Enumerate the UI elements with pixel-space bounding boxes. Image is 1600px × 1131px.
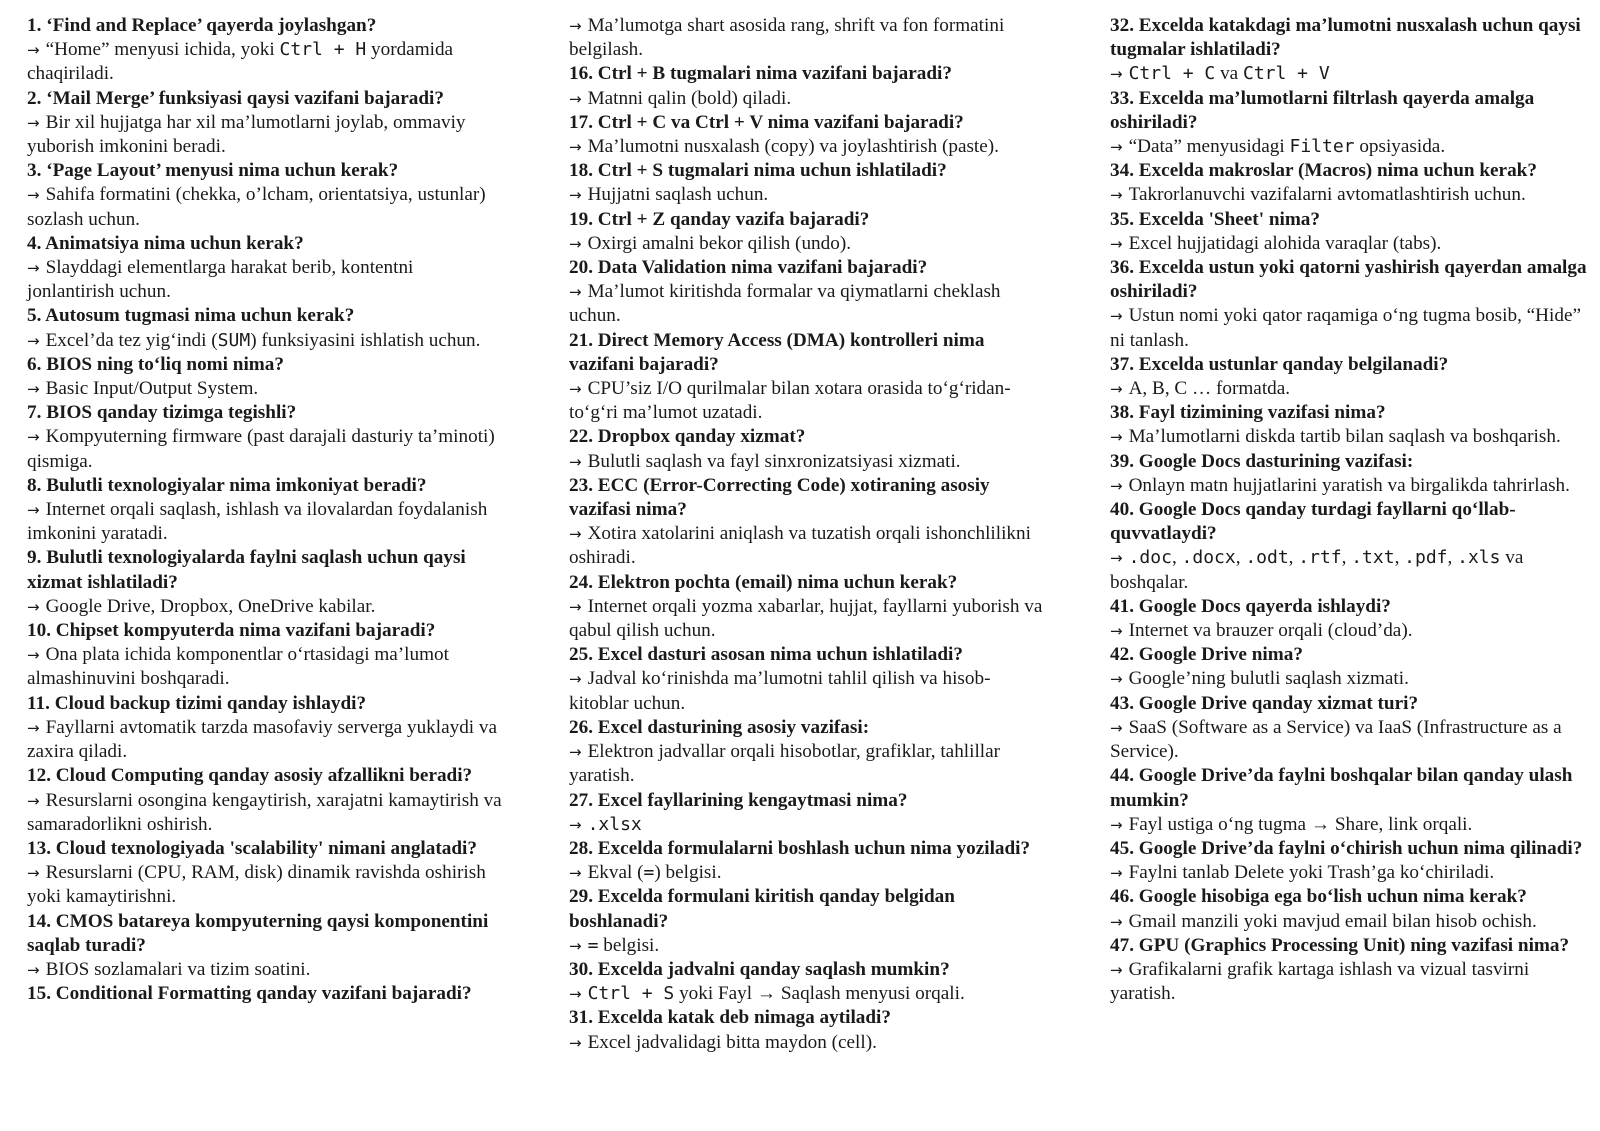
answer: [1110, 474, 1590, 498]
arrow-right-icon: →: [1110, 815, 1123, 834]
qa-item: [27, 692, 505, 765]
question: 21. Direct Memory Access (DMA) kontrolleri nima vazifani bajaradi?: [569, 329, 985, 375]
qa-item: [27, 159, 505, 232]
arrow-right-icon: →: [1110, 65, 1123, 84]
answer: [569, 14, 1047, 62]
answer: [569, 813, 1047, 837]
arrow-right-icon: →: [1110, 234, 1123, 253]
qa-item: [569, 159, 1047, 207]
answer: [27, 256, 505, 304]
answer: [1110, 546, 1590, 594]
qa-item: [1110, 14, 1590, 87]
answer-text: Xotira xatolarini aniqlash va tuzatish orqali ishonchlilikni oshiradi.: [569, 523, 1031, 569]
arrow-right-icon: →: [27, 380, 40, 399]
arrow-right-icon: →: [1110, 380, 1123, 399]
answer-text: Internet orqali yozma xabarlar, hujjat, fayllarni yuborish va qabul qilish uchun.: [569, 595, 1043, 642]
code-text: =: [587, 934, 599, 956]
answer-text: Fayllarni avtomatik tarzda masofaviy serverga yuklaydi va zaxira qiladi.: [27, 716, 498, 763]
answer-text: Elektron jadvallar orqali hisobotlar, grafiklar, tahlillar yaratish.: [569, 741, 1001, 787]
question: 41. Google Docs qayerda ishlaydi?: [1110, 595, 1391, 617]
answer-text: opsiyasida.: [1354, 136, 1446, 158]
arrow-right-icon: →: [569, 525, 582, 544]
arrow-right-icon: →: [27, 718, 40, 737]
question: 5. Autosum tugmasi nima uchun kerak?: [27, 305, 355, 327]
qa-item: [569, 885, 1047, 958]
answer-text: va: [1215, 63, 1243, 85]
question: 1. ‘Find and Replace’ qayerda joylashgan?: [27, 15, 377, 36]
question: 11. Cloud backup tizimi qanday ishlaydi?: [27, 692, 367, 714]
code-text: .xls: [1457, 547, 1501, 569]
answer-text: Grafikalarni grafik kartaga ishlash va vizual tasvirni yaratish.: [1110, 958, 1530, 1005]
arrow-right-icon: →: [27, 428, 40, 447]
question: 36. Excelda ustun yoki qatorni yashirish qayerdan amalga oshiriladi?: [1110, 257, 1587, 303]
question: 32. Excelda katakdagi ma’lumotni nusxalash uchun qaysi tugmalar ishlatiladi?: [1110, 15, 1581, 61]
arrow-right-icon: →: [27, 41, 40, 60]
qa-item: [569, 425, 1047, 473]
arrow-right-icon: →: [1110, 960, 1123, 979]
qa-item: [1110, 595, 1590, 643]
arrow-right-icon: →: [1110, 622, 1123, 641]
question: 2. ‘Mail Merge’ funksiyasi qaysi vazifani bajaradi?: [27, 87, 444, 109]
answer: [27, 329, 505, 353]
qa-item: [27, 87, 505, 160]
answer-text: Jadval ko‘rinishda ma’lumotni tahlil qilish va hisob-kitoblar uchun.: [569, 668, 991, 714]
arrow-right-icon: →: [1110, 307, 1123, 326]
qa-item: [569, 62, 1047, 110]
code-text: .rtf: [1298, 547, 1342, 569]
answer-text: Slayddagi elementlarga harakat berib, kontentni jonlantirish uchun.: [27, 257, 414, 303]
code-text: .pdf: [1404, 547, 1448, 569]
answer: [569, 595, 1047, 643]
qa-item: [27, 619, 505, 692]
arrow-right-icon: →: [569, 17, 582, 35]
qa-item: [27, 764, 505, 837]
question: 8. Bulutli texnologiyalar nima imkoniyat beradi?: [27, 474, 427, 496]
qa-item: [569, 111, 1047, 159]
answer: [27, 425, 505, 473]
qa-item: [569, 329, 1047, 426]
answer-text: Fayl ustiga o‘ng tugma → Share, link orqali.: [1128, 813, 1473, 835]
answer: [569, 861, 1047, 885]
answer: [569, 232, 1047, 256]
answer-text: ,: [1171, 547, 1182, 569]
question: 22. Dropbox qanday xizmat?: [569, 426, 806, 448]
arrow-right-icon: →: [1110, 186, 1123, 205]
answer: [1110, 958, 1590, 1006]
question: 35. Excelda 'Sheet' nima?: [1110, 208, 1320, 230]
answer-text: ) belgisi.: [654, 862, 722, 884]
qa-item: [1110, 256, 1590, 353]
answer-text: ,: [1341, 547, 1352, 569]
arrow-right-icon: →: [1110, 476, 1123, 495]
question: 20. Data Validation nima vazifani bajaradi?: [569, 257, 928, 279]
arrow-right-icon: →: [1110, 549, 1123, 568]
question: 17. Ctrl + C va Ctrl + V nima vazifani bajaradi?: [569, 111, 964, 133]
answer-text: Faylni tanlab Delete yoki Trash’ga ko‘chiriladi.: [1128, 862, 1495, 884]
code-text: Ctrl + C: [1128, 63, 1216, 85]
question: 44. Google Drive’da faylni boshqalar bilan qanday ulash mumkin?: [1110, 765, 1573, 811]
question: 39. Google Docs dasturining vazifasi:: [1110, 450, 1414, 472]
arrow-right-icon: →: [569, 234, 582, 253]
answer: [1110, 813, 1590, 837]
answer-text: Bir xil hujjatga har xil ma’lumotlarni joylab, ommaviy yuborish imkonini beradi.: [27, 111, 466, 158]
code-text: .docx: [1181, 547, 1236, 569]
answer: [569, 280, 1047, 328]
question: 14. CMOS batareya kompyuterning qaysi komponentini saqlab turadi?: [27, 910, 489, 956]
question: 24. Elektron pochta (email) nima uchun kerak?: [569, 571, 958, 593]
code-text: .xlsx: [587, 813, 642, 835]
question: 3. ‘Page Layout’ menyusi nima uchun kerak?: [27, 160, 399, 182]
qa-item: [1110, 208, 1590, 256]
arrow-right-icon: →: [27, 331, 40, 350]
answer-text: “Data” menyusidagi: [1128, 136, 1290, 158]
answer: [1110, 304, 1590, 352]
code-text: Ctrl + H: [279, 39, 367, 61]
answer-text: Internet va brauzer orqali (cloud’da).: [1128, 620, 1413, 642]
answer: [27, 716, 505, 764]
answer: [569, 982, 1047, 1006]
answer: [27, 111, 505, 159]
arrow-right-icon: →: [569, 380, 582, 399]
answer-text: ,: [1288, 547, 1299, 569]
answer: [1110, 716, 1590, 764]
question: 43. Google Drive qanday xizmat turi?: [1110, 692, 1419, 714]
arrow-right-icon: →: [27, 113, 40, 132]
arrow-right-icon: →: [1110, 138, 1123, 157]
answer: [569, 934, 1047, 958]
answer-text: Resurslarni (CPU, RAM, disk) dinamik ravishda oshirish yoki kamaytirishni.: [27, 862, 486, 908]
code-text: .txt: [1351, 547, 1395, 569]
answer: [569, 740, 1047, 788]
code-text: .doc: [1128, 547, 1172, 569]
question: 4. Animatsiya nima uchun kerak?: [27, 232, 304, 254]
question: 45. Google Drive’da faylni o‘chirish uchun nima qilinadi?: [1110, 837, 1583, 859]
arrow-right-icon: →: [569, 670, 582, 689]
answer-text: Ona plata ichida komponentlar o‘rtasidagi ma’lumot almashinuvini boshqaradi.: [27, 644, 449, 690]
qa-item: [569, 837, 1047, 885]
question: 26. Excel dasturining asosiy vazifasi:: [569, 716, 870, 738]
answer-text: Internet orqali saqlash, ishlash va ilovalardan foydalanish imkonini yaratadi.: [27, 499, 488, 545]
code-text: Filter: [1289, 136, 1355, 158]
question: 30. Excelda jadvalni qanday saqlash mumkin?: [569, 958, 950, 980]
qa-item: [1110, 885, 1590, 933]
question: 9. Bulutli texnologiyalarda faylni saqlash uchun qaysi xizmat ishlatiladi?: [27, 547, 466, 593]
answer: [1110, 62, 1590, 86]
answer: [569, 522, 1047, 570]
qa-item: [27, 14, 505, 87]
qa-item: [1110, 87, 1590, 160]
code-text: =: [643, 862, 655, 884]
question: 40. Google Docs qanday turdagi fayllarni qo‘llab-quvvatlaydi?: [1110, 499, 1516, 545]
question: 12. Cloud Computing qanday asosiy afzallikni beradi?: [27, 765, 473, 787]
arrow-right-icon: →: [569, 138, 582, 157]
answer-text: yoki Fayl → Saqlash menyusi orqali.: [674, 983, 965, 1005]
arrow-right-icon: →: [1110, 864, 1123, 883]
code-text: Ctrl + S: [587, 983, 675, 1005]
qa-item: [27, 546, 505, 619]
answer-text: Matnni qalin (bold) qiladi.: [587, 87, 792, 109]
qa-item: [1110, 643, 1590, 691]
answer-text: Takrorlanuvchi vazifalarni avtomatlashtirish uchun.: [1128, 184, 1526, 206]
answer: [1110, 619, 1590, 643]
question: 29. Excelda formulani kiritish qanday belgidan boshlanadi?: [569, 886, 955, 932]
qa-item: [569, 643, 1047, 716]
answer: [1110, 232, 1590, 256]
qa-item: [1110, 450, 1590, 498]
qa-item: [27, 910, 505, 983]
arrow-right-icon: →: [1110, 670, 1123, 689]
answer: [27, 183, 505, 231]
answer-text: ,: [1235, 547, 1246, 569]
answer-text: Ma’lumotni nusxalash (copy) va joylashtirish (paste).: [587, 136, 999, 158]
arrow-right-icon: →: [569, 452, 582, 471]
qa-item: [569, 958, 1047, 1006]
answer-text: Google’ning bulutli saqlash xizmati.: [1128, 668, 1409, 690]
column-2: [569, 14, 1047, 1055]
qa-item: [569, 716, 1047, 789]
answer: [27, 861, 505, 909]
answer: [569, 1031, 1047, 1055]
question: 7. BIOS qanday tizimga tegishli?: [27, 402, 297, 424]
answer-text: Ekval (: [587, 862, 644, 884]
qa-item: [1110, 934, 1590, 1007]
qa-item: [27, 982, 505, 1006]
question: 18. Ctrl + S tugmalari nima uchun ishlatiladi?: [569, 160, 947, 182]
answer: [569, 450, 1047, 474]
qa-item: [569, 208, 1047, 256]
question: 37. Excelda ustunlar qanday belgilanadi?: [1110, 353, 1449, 375]
question: 27. Excel fayllarining kengaytmasi nima?: [569, 789, 908, 811]
answer-text: belgisi.: [598, 934, 660, 956]
answer: [1110, 861, 1590, 885]
answer: [27, 789, 505, 837]
question: 33. Excelda ma’lumotlarni filtrlash qayerda amalga oshiriladi?: [1110, 87, 1535, 133]
answer: [27, 377, 505, 401]
question: 34. Excelda makroslar (Macros) nima uchun kerak?: [1110, 160, 1537, 182]
answer-text: Onlayn matn hujjatlarini yaratish va birgalikda tahrirlash.: [1128, 474, 1570, 496]
qa-item: [27, 304, 505, 352]
arrow-right-icon: →: [27, 501, 40, 520]
arrow-right-icon: →: [1110, 718, 1123, 737]
answer: [1110, 667, 1590, 691]
arrow-right-icon: →: [27, 960, 40, 979]
answer: [569, 183, 1047, 207]
answer-text: ) funksiyasini ishlatish uchun.: [250, 329, 481, 351]
qa-item: [1110, 764, 1590, 837]
code-text: SUM: [217, 329, 251, 351]
answer-text: SaaS (Software as a Service) va IaaS (Infrastructure as a Service).: [1110, 716, 1562, 763]
answer-text: Bulutli saqlash va fayl sinxronizatsiyasi xizmati.: [587, 450, 961, 472]
arrow-right-icon: →: [27, 791, 40, 810]
answer-text: Oxirgi amalni bekor qilish (undo).: [587, 232, 852, 254]
arrow-right-icon: →: [569, 597, 582, 616]
qa-item: [1110, 498, 1590, 595]
answer-text: va boshqalar.: [1110, 547, 1524, 593]
answer: [1110, 377, 1590, 401]
question: 46. Google hisobiga ega bo‘lish uchun nima kerak?: [1110, 886, 1527, 908]
question: 38. Fayl tizimining vazifasi nima?: [1110, 402, 1386, 424]
arrow-right-icon: →: [569, 186, 582, 205]
answer-text: Sahifa formatini (chekka, o’lcham, orientatsiya, ustunlar) sozlash uchun.: [27, 184, 486, 230]
answer: [27, 498, 505, 546]
qa-item: [569, 1006, 1047, 1054]
answer-text: Ma’lumotlarni diskda tartib bilan saqlash va boshqarish.: [1128, 426, 1561, 448]
answer-text: “Home” menyusi ichida, yoki: [45, 39, 280, 61]
answer-text: BIOS sozlamalari va tizim soatini.: [45, 958, 311, 980]
answer-text: Basic Input/Output System.: [45, 378, 259, 400]
question: 47. GPU (Graphics Processing Unit) ning vazifasi nima?: [1110, 934, 1570, 956]
answer-text: yordamida chaqiriladi.: [27, 39, 454, 85]
qa-item: [1110, 692, 1590, 765]
arrow-right-icon: →: [27, 259, 40, 278]
answer: [569, 377, 1047, 425]
arrow-right-icon: →: [27, 646, 40, 665]
answer: [27, 643, 505, 691]
column-3: [1110, 14, 1590, 1006]
answer-text: Excel’da tez yig‘indi (: [45, 329, 218, 351]
arrow-right-icon: →: [569, 1033, 582, 1052]
arrow-right-icon: →: [569, 815, 582, 834]
arrow-right-icon: →: [27, 864, 40, 883]
qa-item: [1110, 837, 1590, 885]
answer: [569, 135, 1047, 159]
qa-item: [569, 256, 1047, 329]
question: 19. Ctrl + Z qanday vazifa bajaradi?: [569, 208, 870, 230]
arrow-right-icon: →: [27, 597, 40, 616]
answer-text: Gmail manzili yoki mavjud email bilan hisob ochish.: [1128, 910, 1537, 932]
question: 31. Excelda katak deb nimaga aytiladi?: [569, 1007, 891, 1029]
arrow-right-icon: →: [569, 743, 582, 762]
question: 13. Cloud texnologiyada 'scalability' nimani anglatadi?: [27, 837, 477, 859]
qa-item: [569, 474, 1047, 571]
answer-text: A, B, C … formatda.: [1128, 378, 1291, 400]
arrow-right-icon: →: [1110, 912, 1123, 931]
arrow-right-icon: →: [27, 186, 40, 205]
qa-item: [27, 401, 505, 474]
arrow-right-icon: →: [569, 283, 582, 302]
answer: [1110, 425, 1590, 449]
qa-item: [569, 789, 1047, 837]
arrow-right-icon: →: [1110, 428, 1123, 447]
answer-text: Excel hujjatidagi alohida varaqlar (tabs).: [1128, 232, 1442, 254]
question: 25. Excel dasturi asosan nima uchun ishlatiladi?: [569, 644, 963, 666]
arrow-right-icon: →: [569, 864, 582, 883]
answer-text: Kompyuterning firmware (past darajali dasturiy ta’minoti) qismiga.: [27, 426, 495, 472]
answer: [569, 87, 1047, 111]
answer: [27, 38, 505, 86]
qa-item: [1110, 159, 1590, 207]
column-1: [27, 14, 505, 1006]
code-text: Ctrl + V: [1243, 63, 1330, 85]
answer-text: Ustun nomi yoki qator raqamiga o‘ng tugma bosib, “Hide” ni tanlash.: [1110, 305, 1581, 351]
qa-item: [569, 14, 1047, 62]
arrow-right-icon: →: [569, 936, 582, 955]
answer: [1110, 183, 1590, 207]
code-text: .odt: [1245, 547, 1289, 569]
answer-text: CPU’siz I/O qurilmalar bilan xotara orasida to‘g‘ridan-to‘g‘ri ma’lumot uzatadi.: [569, 378, 1011, 424]
question: 42. Google Drive nima?: [1110, 644, 1303, 666]
answer-text: Ma’lumot kiritishda formalar va qiymatlarni cheklash uchun.: [569, 281, 1001, 327]
answer: [27, 595, 505, 619]
qa-item: [27, 232, 505, 305]
qa-item: [27, 837, 505, 910]
answer-text: ,: [1447, 547, 1458, 569]
question: 6. BIOS ning to‘liq nomi nima?: [27, 353, 284, 375]
arrow-right-icon: →: [569, 985, 582, 1004]
qa-item: [569, 571, 1047, 644]
answer-text: Google Drive, Dropbox, OneDrive kabilar.: [45, 595, 376, 617]
answer-text: Excel jadvalidagi bitta maydon (cell).: [587, 1031, 877, 1053]
qa-item: [27, 353, 505, 401]
question: 28. Excelda formulalarni boshlash uchun nima yoziladi?: [569, 837, 1031, 859]
question: 23. ECC (Error-Correcting Code) xotiraning asosiy vazifasi nima?: [569, 474, 990, 521]
qa-item: [1110, 401, 1590, 449]
question: 10. Chipset kompyuterda nima vazifani bajaradi?: [27, 620, 436, 642]
arrow-right-icon: →: [569, 89, 582, 108]
answer: [1110, 910, 1590, 934]
answer-text: Ma’lumotga shart asosida rang, shrift va fon formatini belgilash.: [569, 15, 1005, 61]
qa-item: [1110, 353, 1590, 401]
qa-item: [27, 474, 505, 547]
answer: [1110, 135, 1590, 159]
answer: [27, 958, 505, 982]
answer-text: Hujjatni saqlash uchun.: [587, 184, 769, 206]
question: 16. Ctrl + B tugmalari nima vazifani bajaradi?: [569, 63, 952, 85]
answer: [569, 667, 1047, 715]
answer-text: Resurslarni osongina kengaytirish, xarajatni kamaytirish va samaradorlikni oshirish.: [27, 789, 502, 835]
answer-text: ,: [1394, 547, 1405, 569]
question: 15. Conditional Formatting qanday vazifani bajaradi?: [27, 983, 472, 1005]
